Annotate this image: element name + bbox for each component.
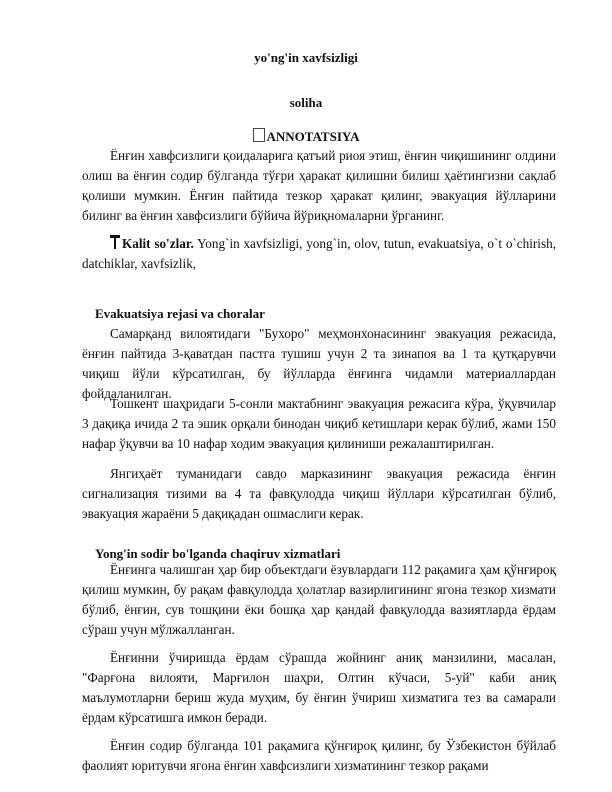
keywords-text: Yong`in xavfsizligi, yong`in, olov, tutun, evakuatsiya, o`t o`chirish, datchiklar, xavfsizlik,: [82, 236, 556, 271]
paragraph-text: Ёнғинга чалишган ҳар бир объектдаги ёзувлардаги 112 рақамига ҳам қўнғироқ қилиш мумкин, бу рақам фавқулодда ҳолатлар вазирлигининг ягона тезкор хизмати бўлиб, ёнғин, сув тошқини ёки бошқа ҳар қандай фавқулодда вазиятларда ёрдам сўраш учун мўлжалланган.: [82, 562, 556, 637]
paragraph-text: Тошкент шаҳридаги 5-сонли мактабнинг эвакуация режасига кўра, ўқувчилар 3 дақиқа ичида 2 та эшик орқали бинодан чиқиб кетишлари керак бўлиб, жами 150 нафар ўқувчи ва 10 нафар ходим эвакуация қилиниши режалаштирилган.: [82, 396, 556, 451]
annotation-text: Ёнғин хавфсизлиги қоидаларига қатъий риоя этиш, ёнғин чиқишининг олдини олиш ва ёнғин содир бўлганда тўғри ҳаракат қилишни билиш ҳаётингизни сақлаб қолиши мумкин. Ёнғин пайтида тезкор ҳаракат қилинг, эвакуация йўлларини билинг ва ёнғин хавфсизлиги бўйича йўриқномаларни ўрганинг.: [82, 148, 556, 223]
keywords-label: Kalit so'zlar.: [122, 236, 194, 251]
paragraph-text: Янгиҳаёт туманидаги савдо марказининг эвакуация режасида ёнғин сигнализация тизими ва 4 та фавқулодда чиқиш йўллари кўрсатилган бўлиб, эвакуация жараёни 5 дақиқадан ошмаслиги керак.: [82, 466, 556, 521]
paragraph: [82, 560, 556, 640]
paragraph: [82, 736, 556, 776]
paragraph-text: Ёнғин содир бўлганда 101 рақамига қўнғироқ қилинг, бу Ўзбекистон бўйлаб фаолият юритувчи ягона ёнғин хавфсизлиги хизматининг тезкор рақами: [82, 738, 556, 773]
document-title: yo'ng'in xavfsizligi: [254, 50, 358, 65]
paragraph: [82, 324, 556, 404]
annotation-heading-text: ANNOTATSIYA: [266, 129, 360, 144]
section-heading-evacuation: Evakuatsiya rejasi va choralar: [95, 306, 265, 321]
keywords-paragraph: [82, 234, 556, 274]
section-heading-emergency-calls: Yong'in sodir bo'lganda chaqiruv xizmatlari: [95, 546, 341, 561]
paragraph: [82, 394, 556, 454]
paragraph-text: Самарқанд вилоятидаги "Бухоро" меҳмонхонасининг эвакуация режасида, ёнғин пайтида 3-қаватдан пастга тушиш учун 2 та зинапоя ва 1 та қутқарувчи чиқиш йўли кўрсатилган, бу йўлларда ёнғинга чидамли материаллардан фойдаланилган.: [82, 326, 556, 401]
paragraph: [82, 648, 556, 728]
author-name: soliha: [289, 95, 323, 110]
annotation-heading: [0, 128, 612, 145]
annotation-paragraph: [82, 146, 556, 226]
missing-glyph-icon: [253, 128, 265, 142]
paragraph: [82, 464, 556, 524]
paragraph-text: Ёнғинни ўчиришда ёрдам сўрашда жойнинг аниқ манзилини, масалан, "Фарғона вилояти, Марғилон шаҳри, Олтин кўчаси, 5-уй" каби аниқ маълумотларни бериш жуда муҳим, бу ёнғин ўчириш хизматига тез ва самарали ёрдам кўрсатишга имкон беради.: [82, 650, 556, 725]
pin-icon: [110, 235, 120, 249]
